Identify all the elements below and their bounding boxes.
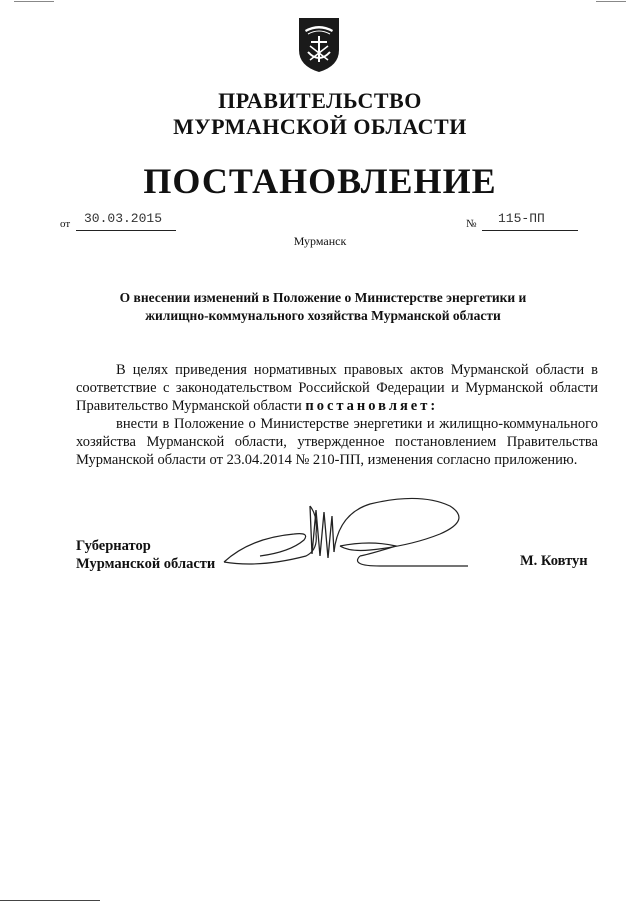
date-prefix: от <box>60 218 71 230</box>
government-name-line2: МУРМАНСКОЙ ОБЛАСТИ <box>173 114 467 139</box>
top-edge-mark-left <box>14 1 54 2</box>
signatory-name: М. Ковтун <box>520 553 588 569</box>
signatory-title-line2: Мурманской области <box>76 556 216 572</box>
document-date: 30.03.2015 <box>84 211 163 226</box>
body-paragraph-2: внести в Положение о Министерстве энергетики и жилищно-коммунального хозяйства Мурманской области, утвержденное постановлением Правительства Мурманской области от 23.04.2014 № 210-ПП, изменения согласно приложению. <box>76 416 598 468</box>
subject-line2: жилищно-коммунального хозяйства Мурманской области <box>145 308 501 323</box>
handwritten-signature <box>220 494 480 584</box>
coat-of-arms-icon <box>296 16 342 74</box>
document-number: 115-ПП <box>498 211 545 226</box>
government-name-line1: ПРАВИТЕЛЬСТВО <box>218 88 422 113</box>
date-underline <box>76 230 176 231</box>
subject-line1: О внесении изменений в Положение о Министерстве энергетики и <box>119 290 527 305</box>
number-underline <box>482 230 578 231</box>
top-edge-mark-right <box>596 1 626 2</box>
body-paragraph-1 <box>76 361 598 415</box>
city-name: Мурманск <box>293 234 347 248</box>
number-prefix: № <box>466 218 477 230</box>
bottom-edge-line <box>0 900 100 901</box>
signatory-title-line1: Губернатор <box>76 538 151 554</box>
body-paragraph-1-text: В целях приведения нормативных правовых актов Мурманской области в соответствие с законодательством Российской Федерации и Мурманской области Правительство Мурманской области <box>76 362 598 414</box>
document-type-title: ПОСТАНОВЛЕНИЕ <box>143 161 497 201</box>
decree-keyword: постановляет: <box>305 398 439 414</box>
